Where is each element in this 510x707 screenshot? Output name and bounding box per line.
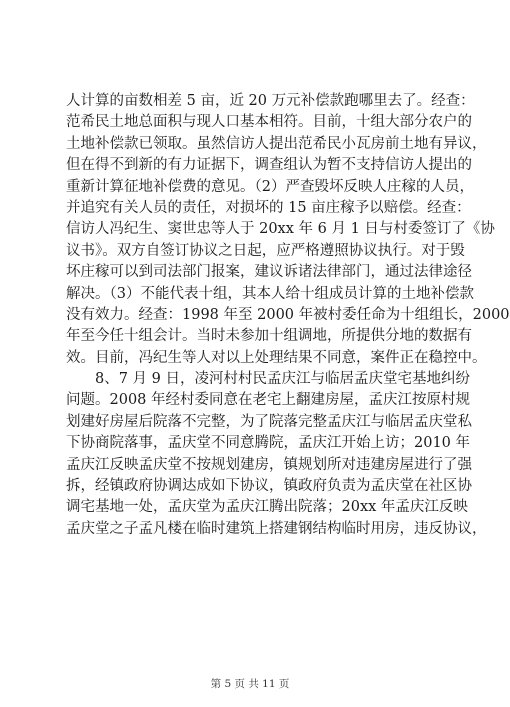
text-line: 调宅基地一处，孟庆堂为孟庆江腾出院落；20xx 年孟庆江反映: [66, 499, 468, 516]
text-line: 孟庆江反映孟庆堂不按规划建房，镇规划所对违建房屋进行了强: [66, 456, 472, 473]
text-line: 问题。2008 年经村委同意在老宅上翻建房屋，孟庆江按原村规: [66, 392, 471, 409]
text-line: 效。目前，冯纪生等人对以上处理结果不同意，案件正在稳控中。: [66, 349, 487, 366]
text-line: 但在得不到新的有力证据下，调查组认为暂不支持信访人提出的: [66, 157, 472, 174]
text-line: 信访人冯纪生、窦世忠等人于 20xx 年 6 月 1 日与村委签订了《协: [66, 221, 495, 238]
text-line: 年至今任十组会计。当时未参加十组调地，所提供分地的数据有: [66, 328, 472, 345]
text-line: 下协商院落事，孟庆堂不同意腾院，孟庆江开始上访；2010 年: [66, 435, 471, 452]
page-number-footer: 第 5 页 共 11 页: [210, 678, 290, 690]
text-line: 重新计算征地补偿费的意见。（2）严查毁坏反映人庄稼的人员，: [66, 178, 474, 195]
text-line: 拆，经镇政府协调达成如下协议，镇政府负责为孟庆堂在社区协: [66, 478, 472, 495]
text-line: 土地补偿款已领取。虽然信访人提出范希民小瓦房前土地有异议，: [66, 135, 487, 152]
text-line: 没有效力。经查：1998 年至 2000 年被村委任命为十组组长，2000: [66, 306, 510, 323]
paragraph-2: [66, 369, 487, 540]
text-line: 解决。（3）不能代表十组，其本人给十组成员计算的土地补偿款: [66, 285, 474, 302]
text-line: 8、7 月 9 日，凌河村村民孟庆江与临居孟庆堂宅基地纠纷: [95, 371, 471, 388]
text-line: 坏庄稼可以到司法部门报案，建议诉诸法律部门，通过法律途径: [66, 264, 472, 281]
paragraph-1: [66, 91, 510, 369]
body-text: [66, 91, 510, 540]
text-line: 并追究有关人员的责任，对损坏的 15 亩庄稼予以赔偿。经查：: [66, 199, 471, 216]
text-line: 划建好房屋后院落不完整，为了院落完整孟庆江与临居孟庆堂私: [66, 413, 472, 430]
text-line: 孟庆堂之子孟凡楼在临时建筑上搭建钢结构临时用房，违反协议，: [66, 520, 487, 537]
text-line: 议书》。双方自签订协议之日起，应严格遵照协议执行。对于毁: [66, 242, 465, 259]
text-line: 人计算的亩数相差 5 亩，近 20 万元补偿款跑哪里去了。经查：: [66, 93, 475, 109]
text-line: 范希民土地总面积与现人口基本相符。目前，十组大部分农户的: [66, 114, 472, 131]
